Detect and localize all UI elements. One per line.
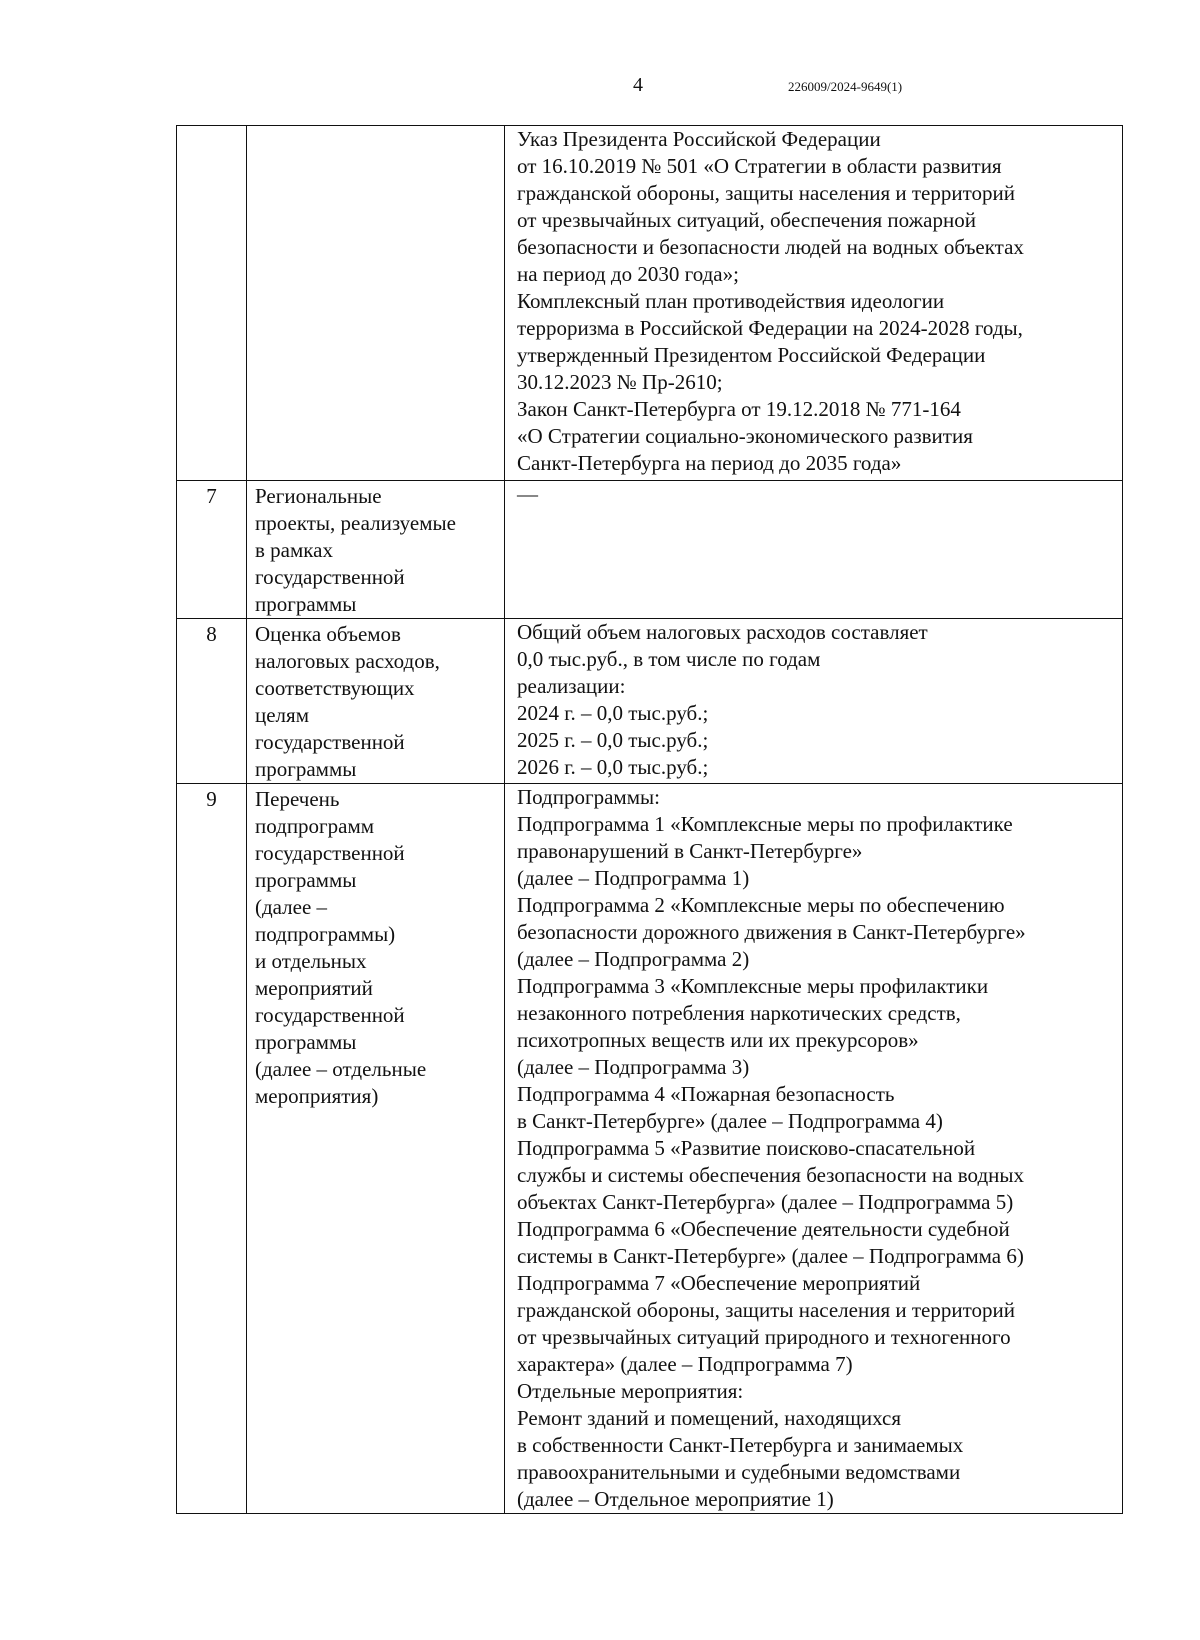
text-line: объектах Санкт-Петербурга» (далее – Подпрограмма 5): [517, 1190, 1014, 1214]
text-line: подпрограмм: [255, 814, 375, 838]
text-line: психотропных веществ или их прекурсоров»: [517, 1028, 919, 1052]
text-line: Перечень: [255, 787, 340, 811]
row-content-cell: [505, 619, 1123, 784]
text-line: 2024 г. – 0,0 тыс.руб.;: [517, 701, 709, 725]
row-number-cell: 8: [177, 619, 247, 784]
text-line: гражданской обороны, защиты населения и территорий: [517, 181, 1015, 205]
text-line: от 16.10.2019 № 501 «О Стратегии в области развития: [517, 154, 1002, 178]
row-content-cell: [505, 126, 1123, 481]
text-line: Отдельные мероприятия:: [517, 1379, 744, 1403]
text-line: гражданской обороны, защиты населения и территорий: [517, 1298, 1015, 1322]
row-content-cell: [505, 784, 1123, 1514]
text-line: налоговых расходов,: [255, 649, 440, 673]
text-line: Общий объем налоговых расходов составляет: [517, 620, 928, 644]
text-line: «О Стратегии социально-экономического развития: [517, 424, 973, 448]
row-number-cell: 9: [177, 784, 247, 1514]
text-line: программы: [255, 592, 357, 616]
text-line: Подпрограммы:: [517, 785, 660, 809]
text-line: программы: [255, 757, 357, 781]
text-line: (далее – Подпрограмма 3): [517, 1055, 750, 1079]
text-line: Оценка объемов: [255, 622, 401, 646]
row-label-cell: [247, 619, 505, 784]
text-line: системы в Санкт-Петербурге» (далее – Подпрограмма 6): [517, 1244, 1024, 1268]
text-line: от чрезвычайных ситуаций природного и техногенного: [517, 1325, 1011, 1349]
page-number: 4: [633, 74, 643, 96]
text-line: утвержденный Президентом Российской Федерации: [517, 343, 986, 367]
text-line: в рамках: [255, 538, 333, 562]
text-line: в Санкт-Петербурге» (далее – Подпрограмма 4): [517, 1109, 943, 1133]
text-line: незаконного потребления наркотических средств,: [517, 1001, 961, 1025]
text-line: Подпрограмма 4 «Пожарная безопасность: [517, 1082, 895, 1106]
text-line: Подпрограмма 1 «Комплексные меры по профилактике: [517, 812, 1013, 836]
text-line: программы: [255, 868, 357, 892]
text-line: Региональные: [255, 484, 382, 508]
text-line: реализации:: [517, 674, 626, 698]
text-line: 0,0 тыс.руб., в том числе по годам: [517, 647, 821, 671]
text-line: мероприятия): [255, 1084, 379, 1108]
program-passport-table: [176, 125, 1123, 1514]
text-line: (далее – Подпрограмма 1): [517, 866, 750, 890]
text-line: безопасности и безопасности людей на водных объектах: [517, 235, 1024, 259]
row-number-cell: 7: [177, 481, 247, 619]
text-line: государственной: [255, 841, 405, 865]
text-line: Подпрограмма 3 «Комплексные меры профилактики: [517, 974, 989, 998]
text-line: государственной: [255, 565, 405, 589]
table-row: [177, 126, 1123, 481]
text-line: (далее – Отдельное мероприятие 1): [517, 1487, 834, 1511]
text-line: от чрезвычайных ситуаций, обеспечения пожарной: [517, 208, 976, 232]
text-line: (далее – отдельные: [255, 1057, 427, 1081]
table-row: [177, 784, 1123, 1514]
text-line: и отдельных: [255, 949, 367, 973]
text-line: программы: [255, 1030, 357, 1054]
text-line: Комплексный план противодействия идеологии: [517, 289, 945, 313]
text-line: Подпрограмма 2 «Комплексные меры по обеспечению: [517, 893, 1005, 917]
text-line: (далее –: [255, 895, 328, 919]
row-label-cell: [247, 481, 505, 619]
text-line: целям: [255, 703, 309, 727]
text-line: в собственности Санкт-Петербурга и занимаемых: [517, 1433, 964, 1457]
text-line: Указ Президента Российской Федерации: [517, 127, 881, 151]
row-content-cell: [505, 481, 1123, 619]
text-line: (далее – Подпрограмма 2): [517, 947, 750, 971]
text-line: —: [517, 482, 538, 506]
text-line: подпрограммы): [255, 922, 396, 946]
text-line: Закон Санкт-Петербурга от 19.12.2018 № 771-164: [517, 397, 961, 421]
text-line: 30.12.2023 № Пр-2610;: [517, 370, 723, 394]
text-line: безопасности дорожного движения в Санкт-Петербурге»: [517, 920, 1026, 944]
text-line: терроризма в Российской Федерации на 2024-2028 годы,: [517, 316, 1023, 340]
text-line: правоохранительными и судебными ведомствами: [517, 1460, 961, 1484]
text-line: Подпрограмма 5 «Развитие поисково-спасательной: [517, 1136, 976, 1160]
text-line: Ремонт зданий и помещений, находящихся: [517, 1406, 901, 1430]
row-number-cell: [177, 126, 247, 481]
table-row: [177, 619, 1123, 784]
text-line: государственной: [255, 730, 405, 754]
row-label-cell: [247, 784, 505, 1514]
text-line: Подпрограмма 6 «Обеспечение деятельности судебной: [517, 1217, 1010, 1241]
text-line: государственной: [255, 1003, 405, 1027]
text-line: 2026 г. – 0,0 тыс.руб.;: [517, 755, 709, 779]
row-label-cell: [247, 126, 505, 481]
text-line: Санкт-Петербурга на период до 2035 года»: [517, 451, 902, 475]
table-row: [177, 481, 1123, 619]
text-line: правонарушений в Санкт-Петербурге»: [517, 839, 863, 863]
text-line: 2025 г. – 0,0 тыс.руб.;: [517, 728, 709, 752]
text-line: на период до 2030 года»;: [517, 262, 739, 286]
document-code: 226009/2024-9649(1): [788, 79, 903, 94]
text-line: соответствующих: [255, 676, 415, 700]
text-line: службы и системы обеспечения безопасности на водных: [517, 1163, 1024, 1187]
text-line: характера» (далее – Подпрограмма 7): [517, 1352, 853, 1376]
text-line: проекты, реализуемые: [255, 511, 456, 535]
text-line: Подпрограмма 7 «Обеспечение мероприятий: [517, 1271, 921, 1295]
text-line: мероприятий: [255, 976, 373, 1000]
